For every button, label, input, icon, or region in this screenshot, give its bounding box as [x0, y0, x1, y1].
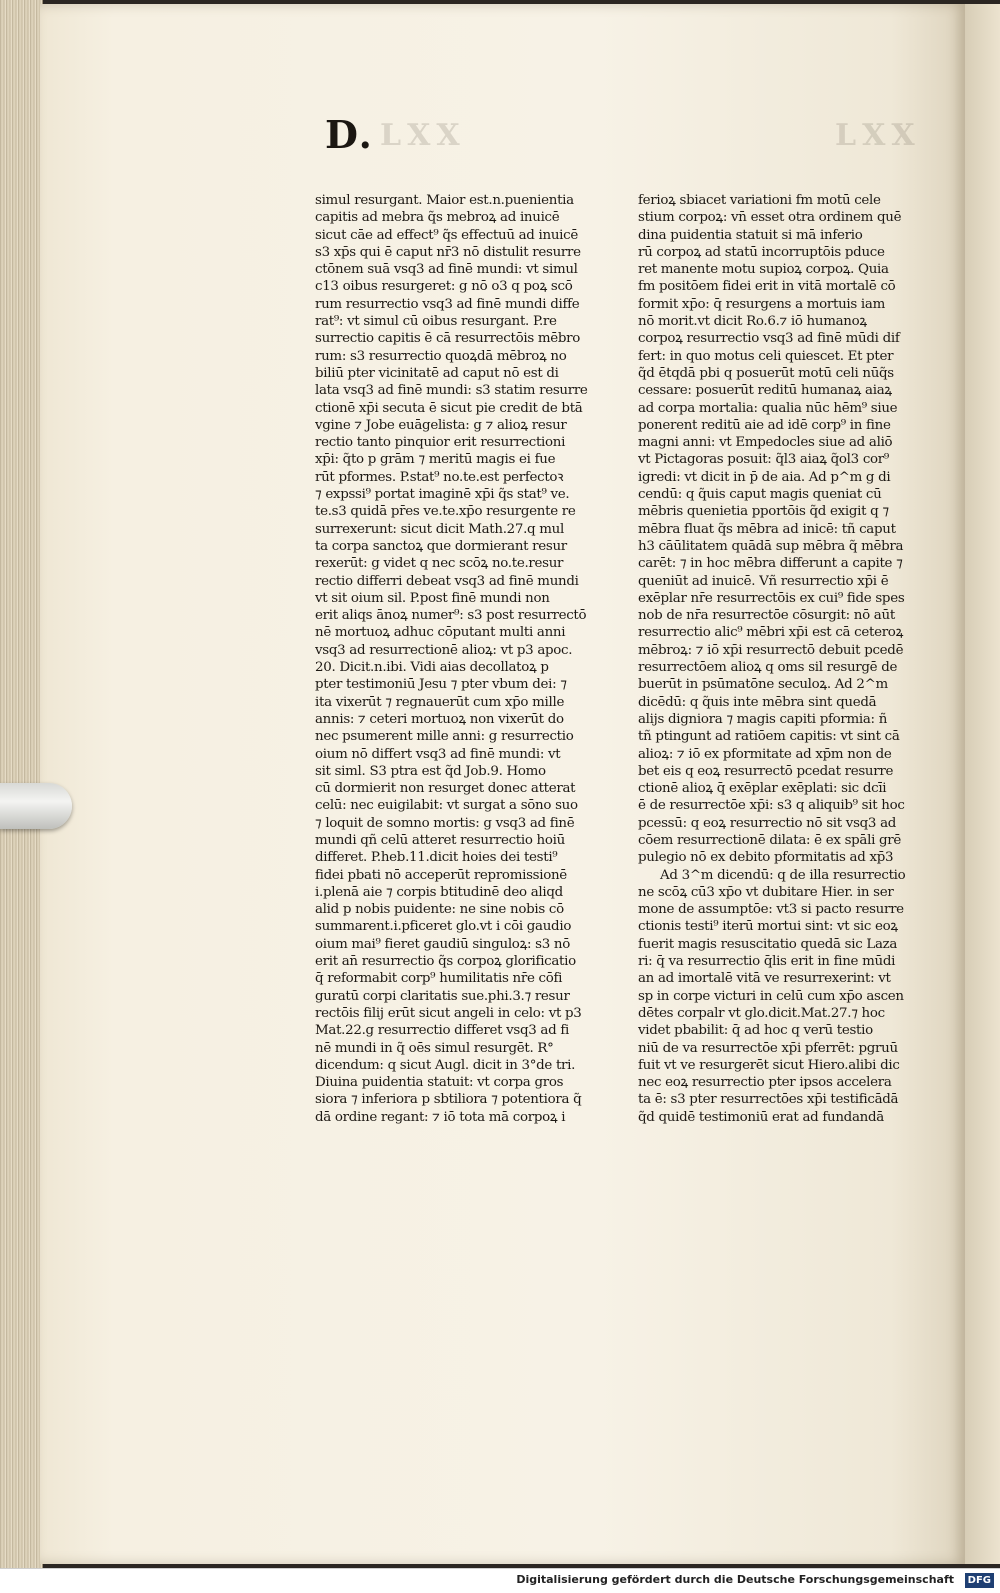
text-column-right: [638, 192, 938, 1126]
text-line: Mat.22.g resurrectio differet̄ vsq3 ad fi: [315, 1023, 569, 1039]
text-line: cōem resurrectionē dilata: ē ex spāli grē: [638, 832, 902, 848]
text-line: Ad 3^m dicendū: q de illa resurrectio: [660, 867, 906, 883]
text-line: rū corpoꝝ ad statū incorruptōis pduce: [638, 244, 885, 260]
text-line: nō morit̄.vt dicit̄ Ro.6.⁊ iō humanoꝝ: [638, 314, 867, 330]
text-line: ctionis testi⁹ iterū mortui sint: vt sic eoꝝ: [638, 919, 898, 935]
text-line: ne scōꝝ cū3 xp̄o vt dubitare Hier. in ser: [638, 884, 894, 900]
funding-credit: Digitalisierung gefördert durch die Deutsche Forschungsgemeinschaft: [516, 1573, 954, 1586]
text-line: capitis ad mebra q̃s mebroꝝ ad inuicē: [315, 210, 560, 226]
text-line: siora ⁊ inferiora p sbtiliora ⁊ potentiora q̃: [315, 1092, 582, 1108]
text-line: vt sit oium sil. P.post finē mundi non: [315, 590, 550, 606]
text-line: rexerūt: g videt̄ q nec scōꝝ no.te.resur: [315, 556, 564, 572]
text-line: rum resurrectio vsq3 ad finē mundi diffe: [315, 296, 580, 312]
text-line: oium mai⁹ fieret gaudiū singuloꝝ: s3 nō: [315, 936, 571, 952]
page-clip: [0, 783, 72, 829]
text-line: dina puidentia statuit si mā inferio: [638, 227, 863, 243]
text-line: biliū pter vicinitatē ad caput nō est di: [315, 365, 559, 381]
text-line: surrexerunt: sicut dicit Math.27.q mul: [315, 521, 564, 537]
text-line: corpoꝝ resurrectio vsq3 ad finē mūdi dif: [638, 331, 900, 347]
text-line: q̄ reformabit corp⁹ humilitatis nr̄e cōfi: [315, 971, 563, 987]
text-line: ad corpa mortalia: qualia nūc hēm⁹ siue: [638, 400, 898, 416]
text-line: formit̄ xp̄o: q̄ resurgens a mortuis iam: [638, 296, 885, 312]
text-line: vgine ⁊ Jobe euāgelista: g ⁊ alioꝝ resur: [315, 417, 567, 433]
text-line: alid p nobis puidente: ne sine nobis cō: [315, 902, 564, 918]
text-line: ta corpa sanctoꝝ que dormierant resur: [315, 538, 567, 554]
text-line: bet̄ eis q eoꝝ resurrectō pcedat resurre: [638, 763, 894, 779]
text-line: i.plenā aie ⁊ corpis btitudinē deo aliqd: [315, 884, 563, 900]
showthrough-folio-right: LXX: [835, 118, 921, 153]
text-line: ri: q̄ va resurrectio q̄lis erit in fine mūdi: [638, 954, 896, 970]
text-line: pulegio nō ex debito pformitatis ad xp̄3: [638, 850, 894, 866]
text-line: exēplar nr̄e resurrectōis ex cui⁹ fide spes: [638, 590, 905, 606]
text-line: erit aliqs ānoꝝ numer⁹: s3 post resurrectō: [315, 608, 587, 624]
text-line: mēbra fluat q̃s mēbra ad inicē: tñ caput: [638, 521, 896, 537]
text-line: resurrectio alic⁹ mēbri xp̄i est cā ceteroꝝ: [638, 625, 904, 641]
text-line: ret̄ manente motu supioꝝ corpoꝝ. Quia: [638, 262, 889, 278]
text-line: alijs digniora ⁊ magis capiti pformia: ñ: [638, 711, 888, 727]
text-line: videt̄ pbabilit̄: q̄ ad hoc q verū testio: [638, 1023, 873, 1039]
text-line: cendū: q q̃uis caput magis queniat cū: [638, 487, 882, 503]
text-line: nob de nr̄a resurrectōe cōsurgit: nō aūt: [638, 608, 895, 624]
text-line: celū: nec euigilabit: vt surgat a sōno suo: [315, 798, 578, 814]
text-line: stium corpoꝝ: vn̄ esset otra ordinem quē: [638, 210, 902, 226]
page-heading: [325, 112, 945, 162]
text-line: rat⁹: vt simul cū oibus resurgant. P.re: [315, 314, 557, 330]
text-line: an ad imortalē vitā ve resurrexerint: vt: [638, 971, 891, 987]
text-line: mēbroꝝ: ⁊ iō xp̄i resurrectō debuit pcedē: [638, 642, 904, 658]
text-line: ta ē: s3 pter resurrectōes xp̄i testificādā: [638, 1092, 899, 1108]
text-line: carēt: ⁊ in hoc mēbra differunt a capite ⁊: [638, 556, 903, 572]
text-line: ponerent reditū aie ad idē corp⁹ in fine: [638, 417, 891, 433]
text-line: fidei pbati nō acceperūt repromissionē: [315, 867, 567, 883]
text-line: resurrectōem alioꝝ q oms sil resurgē de: [638, 660, 898, 676]
text-line: rūt pformes. P.stat⁹ no.te.est perfectoꝛ: [315, 469, 564, 485]
text-line: rum: s3 resurrectio quoꝝdā mēbroꝝ no: [315, 348, 567, 364]
text-line: q̃d ētqdā pbi q posuerūt motū celi nūq̃s: [638, 365, 894, 381]
text-line: ē de resurrectōe xp̄i: s3 q aliquib⁹ sit hoc: [638, 798, 905, 814]
text-line: sit siml. S3 ptra est q̃d Job.9. Homo: [315, 763, 546, 779]
text-line: ferioꝝ sbiacet variationi fm motū cele: [638, 193, 881, 208]
text-line: mēbris quenietia pportōis q̃d exigit̄ q ⁊: [638, 504, 889, 520]
text-line: surrectio capitis ē cā resurrectōis mēbro: [315, 331, 581, 347]
text-line: nec psumerent mille anni: g resurrectio: [315, 729, 574, 745]
text-line: buerūt in psūmatōne seculoꝝ. Ad 2^m: [638, 677, 888, 693]
text-line: rectōis filij erūt sicut angeli in celo: vt p3: [315, 1005, 582, 1021]
text-line: vsq3 ad resurrectionē alioꝝ: vt p3 apoc.: [315, 642, 573, 658]
dfg-logo: DFG: [965, 1573, 994, 1588]
text-line: nē mortuoꝝ adhuc cōputant multi anni: [315, 625, 566, 641]
text-line: xp̄i: q̃to p grām ⁊ meritū magis ei fue: [315, 452, 556, 468]
text-line: magni anni: vt Empedocles siue ad aliō: [638, 435, 893, 451]
text-line: tñ ptingunt ad ratiōem capitis: vt sint cā: [638, 729, 900, 745]
text-line: ita vixerūt ⁊ regnauerūt cum xp̄o mille: [315, 694, 565, 710]
text-line: q̃d quidē testimoniū erat ad fundandā: [638, 1109, 884, 1125]
text-line: te.s3 quidā pr̄es ve.te.xp̄o resurgente re: [315, 504, 576, 520]
text-line: 20. Dicit.n.ibi. Vidi aias decollatoꝝ p: [315, 660, 549, 676]
signature-mark: D.: [325, 112, 374, 157]
text-line: ctionē xp̄i secuta ē sicut pie credit̄ de btā: [315, 400, 583, 416]
text-line: fert̄: in quo motus celi quiescet. Et pter: [638, 348, 894, 364]
text-line: differet̄. P.heb.11.dicit̄ hoies dei testi⁹: [315, 850, 558, 866]
text-line: mone de assumptōe: vt3 si pacto resurre: [638, 902, 904, 918]
text-line: lata vsq3 ad finē mundi: s3 statim resurre: [315, 383, 588, 399]
text-line: simul resurgant. Maior est.n.puenientia: [315, 193, 574, 208]
text-line: igredi: vt dicit̄ in p̄ de aia. Ad p^m g di: [638, 469, 891, 485]
text-line: cū dormierit non resurget donec atterat̄: [315, 781, 576, 797]
text-line: queniūt ad inuicē. Vñ resurrectio xp̄i ē: [638, 573, 889, 589]
text-line: alioꝝ: ⁊ iō ex pformitate ad xp̄m non de: [638, 746, 892, 762]
text-line: summarent̄.i.pficeret̄ glo.vt i cōi gaudio: [315, 919, 572, 935]
text-line: rectio differri debeat vsq3 ad finē mundi: [315, 573, 579, 589]
text-line: oium nō differt̄ vsq3 ad finē mundi: vt: [315, 746, 561, 762]
text-line: ctōnem suā vsq3 ad finē mundi: vt simul: [315, 262, 578, 278]
text-line: niū de va resurrectōe xp̄i pferrēt: pgruū: [638, 1040, 898, 1056]
text-line: annis: ⁊ ceteri mortuoꝝ non vixerūt do: [315, 711, 564, 727]
text-line: dētes corpal̄r vt glo.dicit.Mat.27.⁊ hoc: [638, 1005, 885, 1021]
text-line: s3 xp̄s qui ē caput nr̄3 nō distulit resurre: [315, 244, 581, 260]
text-line: erit an̄ resurrectio q̃s corpoꝝ glorificatio: [315, 954, 576, 970]
text-line: nec eoꝝ resurrectio pter ipsos accelera: [638, 1075, 892, 1091]
text-line: dā ordine regant̄: ⁊ iō tota mā corpoꝝ i: [315, 1109, 566, 1125]
text-line: nē mundi in q̃ oēs simul resurgēt. R°: [315, 1040, 554, 1056]
text-line: guratū corpi claritatis sue.phi.3.⁊ resur: [315, 988, 570, 1004]
text-line: dicēdū: q q̃uis inte mēbra sint quedā: [638, 694, 877, 710]
text-line: rectio tanto pinquior erit resurrectioni: [315, 435, 566, 451]
text-line: fm positōem fidei erit in vitā mortalē cō: [638, 279, 896, 295]
text-line: ctionē alioꝝ q̄ exēplar exēplati: sic dcīi: [638, 781, 887, 797]
book-page: [40, 4, 965, 1564]
text-line: ⁊ expssi⁹ portat imaginē xp̄i q̃s stat⁹ ve.: [315, 487, 570, 503]
text-line: cessare: posuerūt reditū humanaꝝ aiaꝝ: [638, 383, 892, 399]
footer-bar: [0, 1568, 1000, 1593]
text-line: mundi qñ celū atteret̄ resurrectio hoiū: [315, 832, 565, 848]
text-line: vt Pictagoras posuit: q̃l3 aiaꝝ q̃ol3 cor⁹: [638, 452, 889, 468]
text-line: ⁊ loquit̄ de somno mortis: g vsq3 ad finē: [315, 815, 575, 831]
text-line: Diuina puidentia statuit: vt corpa gros: [315, 1075, 564, 1091]
text-line: pcessū: q eoꝝ resurrectio nō sit vsq3 ad: [638, 815, 897, 831]
text-column-left: [315, 192, 615, 1126]
text-line: fuit vt ve resurgerēt sicut Hiero.alibi dic: [638, 1057, 900, 1073]
text-line: h3 cāūlitatem quādā sup mēbra q̃ mēbra: [638, 538, 904, 554]
text-line: sicut cāe ad effect⁹ q̃s effectuū ad inuicē: [315, 227, 578, 243]
text-line: pter testimoniū Jesu ⁊ pter vbum dei: ⁊: [315, 677, 567, 693]
showthrough-folio-left: LXX: [380, 118, 466, 153]
facing-page-fragment: [965, 4, 1000, 1564]
text-line: dicendum: q sicut Augl. dicit in 3°de tri.: [315, 1057, 576, 1073]
text-line: fuerit magis resuscitatio quedā sic Laza: [638, 936, 898, 952]
text-line: c13 oibus resurgeret: g nō o3 q poꝝ scō: [315, 279, 573, 295]
text-line: sp in corpe victuri in celū cum xp̄o ascen: [638, 988, 904, 1004]
